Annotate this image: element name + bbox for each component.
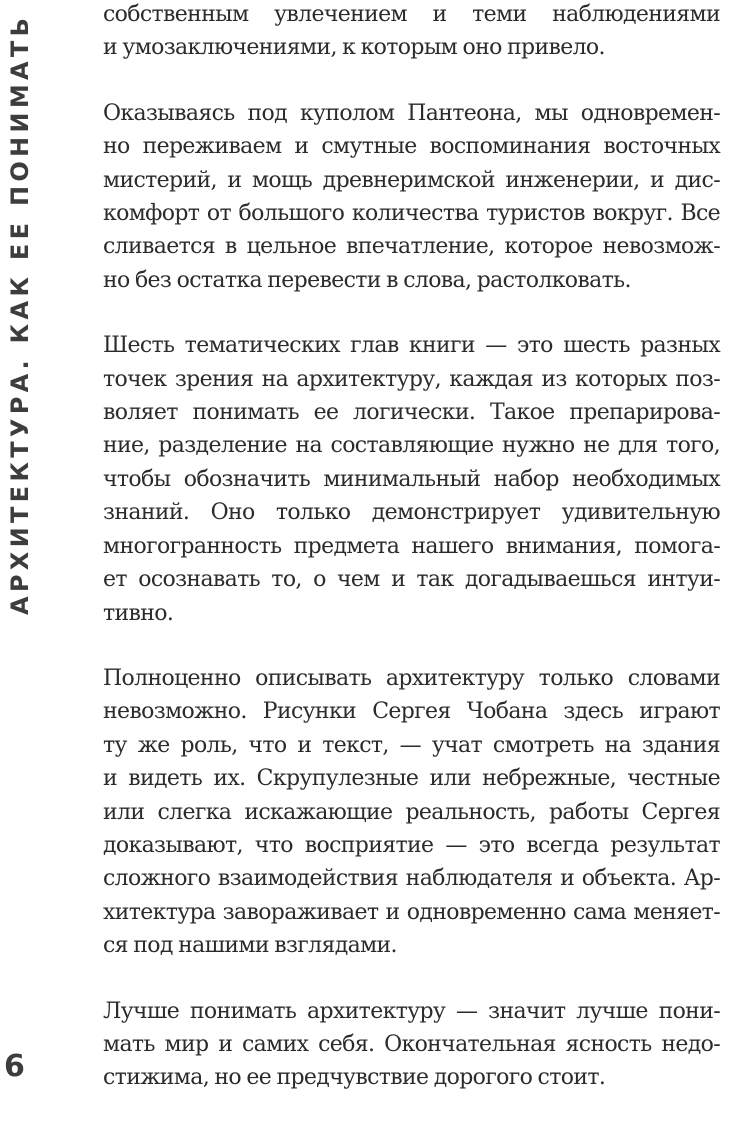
text-line: собственным увлечением и теми наблюдениями — [103, 2, 720, 27]
text-line: ту же роль, что и текст, — учат смотреть на здания — [103, 732, 720, 758]
text-line: невозможно. Рисунки Сергея Чобана здесь играют — [103, 699, 720, 725]
text-line: ние, разделение на составляющие нужно не для того, — [103, 433, 720, 459]
text-line: сложного взаимодействия наблюдателя и объекта. Ар- — [103, 866, 720, 892]
text-line: комфорт от большого количества туристов вокруг. Все — [103, 201, 720, 227]
text-line: но переживаем и смутные воспоминания восточных — [103, 134, 720, 160]
text-line: знаний. Оно только демонстрирует удивительную — [103, 500, 720, 526]
text-line: сливается в цельное впечатление, которое невозмож- — [103, 234, 720, 260]
text-line: ет осознавать то, о чем и так догадываешься интуи- — [103, 567, 720, 593]
text-line: многогранность предмета нашего внимания, помога- — [103, 533, 720, 559]
text-line: мать мир и самих себя. Окончательная ясность недо- — [103, 1031, 720, 1057]
running-head: АРХИТЕКТУРА. КАК ЕЕ ПОНИМАТЬ — [6, 14, 34, 616]
text-line: точек зрения на архитектуру, каждая из которых поз- — [103, 366, 720, 392]
text-line: и умозаключениями, к которым оно привело. — [103, 35, 605, 61]
body-text — [103, 0, 720, 1127]
text-line: Оказываясь под куполом Пантеона, мы одновремен- — [103, 100, 720, 126]
page-number: 6 — [4, 1049, 25, 1084]
text-line: Лучше понимать архитектуру — значит лучше пони- — [103, 998, 720, 1024]
text-line: ся под нашими взглядами. — [103, 933, 397, 959]
text-line: доказывают, что восприятие — это всегда результат — [103, 832, 720, 858]
paragraph — [103, 0, 720, 65]
paragraph — [103, 97, 720, 297]
text-line: стижима, но ее предчувствие дорогого стоит. — [103, 1065, 606, 1091]
text-line: хитектура завораживает и одновременно сама меняет- — [103, 899, 720, 925]
text-line: тивно. — [103, 600, 174, 626]
text-line: чтобы обозначить минимальный набор необходимых — [103, 466, 720, 492]
text-line: воляет понимать ее логически. Такое препарирова- — [103, 400, 720, 426]
text-line: или слегка искажающие реальность, работы Сергея — [103, 799, 720, 825]
paragraph — [103, 662, 720, 963]
text-line: но без остатка перевести в слова, растолковать. — [103, 267, 631, 293]
text-line: Шесть тематических глав книги — это шесть разных — [103, 333, 720, 359]
text-line: и видеть их. Скрупулезные или небрежные, честные — [103, 766, 720, 792]
text-line: мистерий, и мощь древнеримской инженерии, и дис- — [103, 167, 720, 193]
text-line: Полноценно описывать архитектуру только словами — [103, 665, 720, 691]
paragraph — [103, 329, 720, 630]
paragraph — [103, 995, 720, 1095]
